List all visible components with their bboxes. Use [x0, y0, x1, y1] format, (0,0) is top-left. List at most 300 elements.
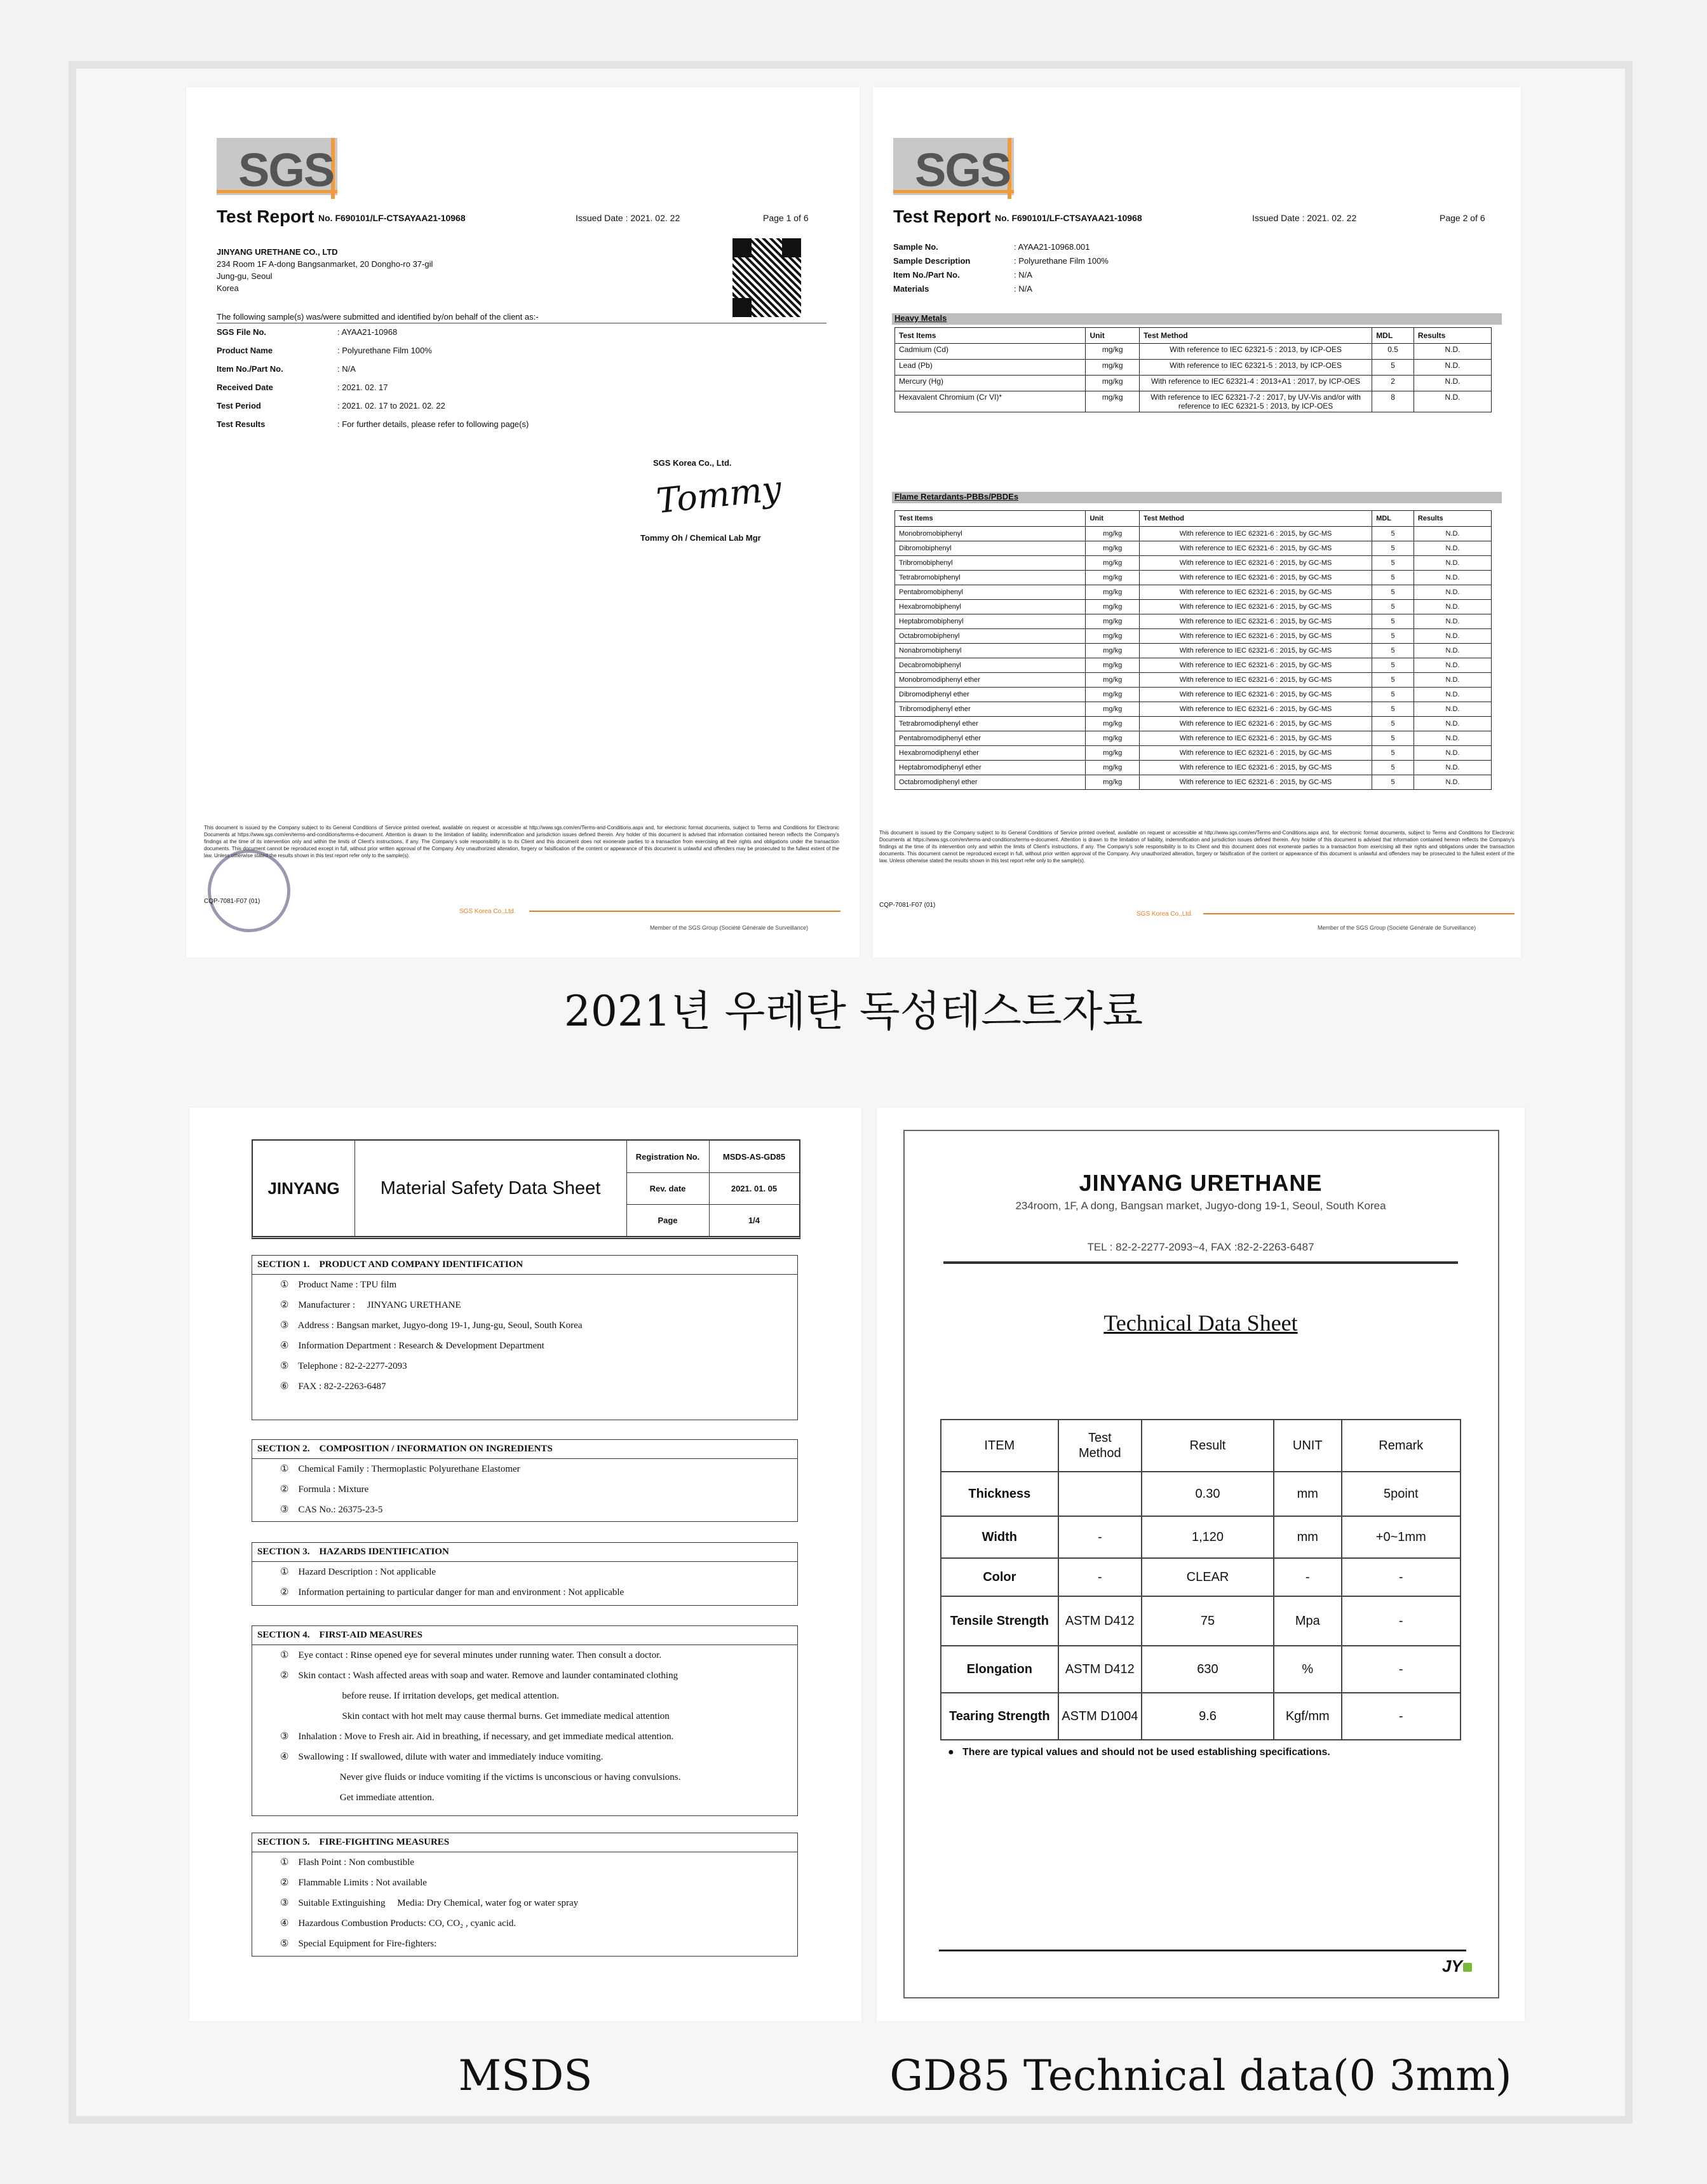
table-cell: With reference to IEC 62321-6 : 2015, by GC-MS: [1139, 746, 1372, 761]
table-cell: Mercury (Hg): [895, 376, 1086, 391]
table-cell: N.D.: [1414, 614, 1491, 629]
msds-section-line: ④ Swallowing : If swallowed, dilute with water and immediately induce vomiting.: [280, 1752, 604, 1762]
table-cell: N.D.: [1414, 673, 1491, 688]
msds-section-title: SECTION 1. PRODUCT AND COMPANY IDENTIFICATION: [252, 1256, 797, 1275]
flame-retardants-table: [894, 510, 1492, 790]
table-cell: 2: [1372, 376, 1414, 391]
table-cell: Octabromobiphenyl: [895, 629, 1086, 644]
column-header: Results: [1414, 328, 1491, 344]
msds-section: [252, 1439, 798, 1522]
table-row: [895, 344, 1492, 360]
msds-section-line: ① Product Name : TPU film: [280, 1280, 397, 1290]
msds-section-line: ③ Inhalation : Move to Fresh air. Aid in breathing, if necessary, and get immediate medical attention.: [280, 1732, 674, 1742]
msds-section: [252, 1625, 798, 1816]
msds-section: [252, 1542, 798, 1606]
column-header: ITEM: [941, 1420, 1058, 1472]
msds-section: [252, 1833, 798, 1957]
table-cell: Tensile Strength: [941, 1596, 1058, 1646]
msds-section-line: ① Eye contact : Rinse opened eye for several minutes under running water. Then consult a doctor.: [280, 1650, 662, 1660]
column-header: MDL: [1372, 328, 1414, 344]
sample-field: [893, 256, 1401, 269]
sgs-report-page-2: [873, 87, 1521, 958]
tds-page: [877, 1108, 1525, 2021]
table-cell: mg/kg: [1086, 644, 1140, 658]
sample-field: [893, 270, 1401, 283]
table-cell: N.D.: [1414, 731, 1491, 746]
field-label: Test Period: [217, 401, 261, 410]
table-cell: With reference to IEC 62321-6 : 2015, by GC-MS: [1139, 731, 1372, 746]
table-row: [941, 1693, 1461, 1740]
sgs-korea-label: SGS Korea Co., Ltd.: [653, 458, 732, 468]
table-row: [895, 571, 1492, 585]
table-cell: Decabromobiphenyl: [895, 658, 1086, 673]
table-cell: Dibromodiphenyl ether: [895, 688, 1086, 702]
table-cell: mg/kg: [1086, 600, 1140, 614]
field-value: : AYAA21-10968: [337, 327, 398, 337]
field-value: : Polyurethane Film 100%: [337, 346, 432, 355]
msds-section-line: ① Chemical Family : Thermoplastic Polyurethane Elastomer: [280, 1464, 520, 1474]
table-cell: Thickness: [941, 1472, 1058, 1516]
table-cell: With reference to IEC 62321-6 : 2015, by GC-MS: [1139, 600, 1372, 614]
table-cell: 9.6: [1142, 1693, 1274, 1740]
client-company: JINYANG URETHANE CO., LTD: [217, 247, 338, 257]
table-cell: N.D.: [1414, 344, 1491, 360]
table-cell: -: [1274, 1558, 1342, 1596]
msds-section-line: ⑥ FAX : 82-2-2263-6487: [280, 1381, 386, 1392]
table-cell: 5: [1372, 761, 1414, 775]
client-address-line: Jung-gu, Seoul: [217, 271, 273, 281]
table-cell: 5: [1372, 644, 1414, 658]
report-number: No. F690101/LF-CTSAYAA21-10968: [318, 213, 466, 223]
table-cell: 0.30: [1142, 1472, 1274, 1516]
client-address-line: 234 Room 1F A-dong Bangsanmarket, 20 Dongho-ro 37-gil: [217, 259, 433, 269]
footer-company: SGS Korea Co.,Ltd.: [1137, 911, 1193, 918]
table-row: [895, 775, 1492, 790]
table-cell: N.D.: [1414, 360, 1491, 376]
table-cell: Monobromodiphenyl ether: [895, 673, 1086, 688]
table-cell: ASTM D1004: [1058, 1693, 1142, 1740]
table-cell: mg/kg: [1086, 556, 1140, 571]
table-cell: -: [1342, 1596, 1461, 1646]
table-row: [895, 360, 1492, 376]
table-cell: Width: [941, 1516, 1058, 1558]
table-cell: mg/kg: [1086, 629, 1140, 644]
table-cell: 5: [1372, 585, 1414, 600]
table-cell: With reference to IEC 62321-6 : 2015, by GC-MS: [1139, 688, 1372, 702]
column-header: Results: [1414, 511, 1491, 527]
table-row: [941, 1516, 1461, 1558]
table-cell: mg/kg: [1086, 731, 1140, 746]
table-cell: mg/kg: [1086, 761, 1140, 775]
column-header: Test Items: [895, 511, 1086, 527]
flame-retardants-title: Flame Retardants-PBBs/PBDEs: [892, 492, 1502, 503]
table-cell: N.D.: [1414, 775, 1491, 790]
page-number: Page 2 of 6: [1440, 213, 1485, 223]
table-cell: mg/kg: [1086, 585, 1140, 600]
msds-section-line: ④ Hazardous Combustion Products: CO, CO₂ , cyanic acid.: [280, 1918, 516, 1929]
table-row: [895, 746, 1492, 761]
msds-section-line: ① Flash Point : Non combustible: [280, 1857, 414, 1868]
table-row: [895, 391, 1492, 412]
table-cell: With reference to IEC 62321-5 : 2013, by ICP-OES: [1139, 360, 1372, 376]
table-row: [895, 585, 1492, 600]
table-cell: ASTM D412: [1058, 1646, 1142, 1693]
table-cell: N.D.: [1414, 600, 1491, 614]
msds-section-title: SECTION 5. FIRE-FIGHTING MEASURES: [252, 1833, 797, 1852]
table-cell: 5: [1372, 702, 1414, 717]
msds-meta-value: 2021. 01. 05: [731, 1183, 778, 1193]
table-cell: mg/kg: [1086, 717, 1140, 731]
msds-section-line: ② Skin contact : Wash affected areas with soap and water. Remove and launder contaminated clothing: [280, 1671, 678, 1681]
msds-meta-label: Registration No.: [626, 1141, 710, 1172]
msds-meta-label: Page: [626, 1204, 710, 1236]
msds-section-line: ④ Information Department : Research & Development Department: [280, 1341, 544, 1351]
column-header: MDL: [1372, 511, 1414, 527]
table-cell: mg/kg: [1086, 775, 1140, 790]
table-cell: With reference to IEC 62321-6 : 2015, by GC-MS: [1139, 717, 1372, 731]
table-cell: N.D.: [1414, 746, 1491, 761]
table-cell: CLEAR: [1142, 1558, 1274, 1596]
table-cell: With reference to IEC 62321-6 : 2015, by GC-MS: [1139, 614, 1372, 629]
caption-technical-data: GD85 Technical data(0 3mm): [889, 2051, 1512, 2100]
table-cell: 5: [1372, 360, 1414, 376]
table-cell: [1058, 1472, 1142, 1516]
table-row: [895, 600, 1492, 614]
table-cell: With reference to IEC 62321-6 : 2015, by GC-MS: [1139, 761, 1372, 775]
table-cell: N.D.: [1414, 761, 1491, 775]
sgs-member: Member of the SGS Group (Société Générale de Surveillance): [650, 925, 809, 931]
table-cell: Monobromobiphenyl: [895, 527, 1086, 541]
table-cell: mg/kg: [1086, 376, 1140, 391]
column-header: UNIT: [1274, 1420, 1342, 1472]
msds-section-title: SECTION 3. HAZARDS IDENTIFICATION: [252, 1543, 797, 1562]
table-cell: 5: [1372, 673, 1414, 688]
table-row: [941, 1558, 1461, 1596]
table-cell: With reference to IEC 62321-4 : 2013+A1 : 2017, by ICP-OES: [1139, 376, 1372, 391]
table-cell: 1,120: [1142, 1516, 1274, 1558]
msds-section: [252, 1255, 798, 1420]
table-cell: -: [1342, 1693, 1461, 1740]
sample-field: [893, 242, 1401, 255]
tds-address: 234room, 1F, A dong, Bangsan market, Jugyo-dong 19-1, Seoul, South Korea: [1015, 1200, 1386, 1212]
tds-table: [940, 1419, 1461, 1740]
table-cell: With reference to IEC 62321-7-2 : 2017, by UV-Vis and/or with reference to IEC 62321-5 : 2013, by ICP-OES: [1139, 391, 1372, 412]
table-cell: N.D.: [1414, 717, 1491, 731]
table-cell: 5: [1372, 527, 1414, 541]
table-row: [941, 1472, 1461, 1516]
table-cell: 5point: [1342, 1472, 1461, 1516]
msds-section-line: ⑤ Telephone : 82-2-2277-2093: [280, 1361, 407, 1371]
table-cell: mg/kg: [1086, 360, 1140, 376]
msds-page: [189, 1108, 861, 2021]
table-row: [895, 761, 1492, 775]
msds-section-line: ② Flammable Limits : Not available: [280, 1878, 427, 1888]
table-cell: With reference to IEC 62321-6 : 2015, by GC-MS: [1139, 775, 1372, 790]
table-cell: N.D.: [1414, 556, 1491, 571]
table-cell: mg/kg: [1086, 614, 1140, 629]
table-cell: With reference to IEC 62321-6 : 2015, by GC-MS: [1139, 673, 1372, 688]
msds-section-line: ② Information pertaining to particular danger for man and environment : Not applicable: [280, 1587, 624, 1597]
table-cell: -: [1342, 1646, 1461, 1693]
table-cell: Tetrabromobiphenyl: [895, 571, 1086, 585]
table-cell: Pentabromobiphenyl: [895, 585, 1086, 600]
field-label: SGS File No.: [217, 327, 267, 337]
table-cell: N.D.: [1414, 644, 1491, 658]
table-cell: Hexavalent Chromium (Cr VI)*: [895, 391, 1086, 412]
msds-section-title: SECTION 4. FIRST-AID MEASURES: [252, 1626, 797, 1645]
table-cell: mg/kg: [1086, 673, 1140, 688]
msds-section-title: SECTION 2. COMPOSITION / INFORMATION ON INGREDIENTS: [252, 1440, 797, 1459]
msds-meta-row: [626, 1204, 799, 1236]
table-cell: Color: [941, 1558, 1058, 1596]
msds-meta-row: [626, 1141, 799, 1173]
table-cell: 5: [1372, 731, 1414, 746]
signature: Tommy: [654, 468, 784, 522]
table-cell: Tearing Strength: [941, 1693, 1058, 1740]
table-cell: N.D.: [1414, 585, 1491, 600]
column-header: Result: [1142, 1420, 1274, 1472]
table-cell: 5: [1372, 556, 1414, 571]
issued-date: Issued Date : 2021. 02. 22: [576, 213, 680, 223]
tds-contact: TEL : 82-2-2277-2093~4, FAX :82-2-2263-6487: [1087, 1241, 1314, 1253]
field-label: Materials: [893, 284, 929, 294]
disclaimer: This document is issued by the Company subject to its General Conditions of Service printed overleaf, available on request or accessible at http://www.sgs.com/en/Terms-and-Conditions.aspx and, for electronic format documents, subject to Terms and Conditions for Electronic Documents at https://www.sgs.com/en/terms-and-conditions/terms-e-document. Attention is drawn to the limitation of liability, indemnification and jurisdiction issues defined therein. Any holder of this document is advised that information contained hereon reflects the Company's findings at the time of its intervention only and within the limits of Client's instructions, if any. The Company's sole responsibility is to its Client and this document does not exonerate parties to a transaction from exercising all their rights and obligations under the transaction documents. This document cannot be reproduced except in full, without prior written approval of the Company. Any unauthorized alteration, forgery or falsification of the content or appearance of this document is unlawful and offenders may be prosecuted to the fullest extent of the law. Unless otherwise stated the results shown in this test report refer only to the sample(s).: [204, 825, 839, 858]
table-cell: mm: [1274, 1472, 1342, 1516]
table-cell: mg/kg: [1086, 344, 1140, 360]
msds-section-line: ② Manufacturer : JINYANG URETHANE: [280, 1300, 461, 1310]
sample-field: [217, 419, 725, 432]
table-cell: Tribromobiphenyl: [895, 556, 1086, 571]
table-cell: With reference to IEC 62321-6 : 2015, by GC-MS: [1139, 541, 1372, 556]
tds-title: Technical Data Sheet: [1103, 1310, 1298, 1336]
table-cell: Cadmium (Cd): [895, 344, 1086, 360]
column-header: Test Method: [1139, 328, 1372, 344]
disclaimer: This document is issued by the Company subject to its General Conditions of Service printed overleaf, available on request or accessible at http://www.sgs.com/en/Terms-and-Conditions.aspx and, for electronic format documents, subject to Terms and Conditions for Electronic Documents at https://www.sgs.com/en/terms-and-conditions/terms-e-document. Attention is drawn to the limitation of liability, indemnification and jurisdiction issues defined therein. Any holder of this document is advised that information contained hereon reflects the Company's findings at the time of its intervention only and within the limits of Client's instructions, if any. The Company's sole responsibility is to its Client and this document does not exonerate parties to a transaction from exercising all their rights and obligations under the transaction documents. This document cannot be reproduced except in full, without prior written approval of the Company. Any unauthorized alteration, forgery or falsification of the content or appearance of this document is unlawful and offenders may be prosecuted to the fullest extent of the law. Unless otherwise stated the results shown in this test report refer only to the sample(s).: [879, 830, 1515, 864]
table-cell: Mpa: [1274, 1596, 1342, 1646]
sgs-member: Member of the SGS Group (Société Générale de Surveillance): [1318, 925, 1476, 931]
table-cell: 5: [1372, 600, 1414, 614]
table-row: [895, 702, 1492, 717]
field-value: : AYAA21-10968.001: [1014, 242, 1090, 252]
table-cell: Tetrabromodiphenyl ether: [895, 717, 1086, 731]
msds-section-line: Skin contact with hot melt may cause thermal burns. Get immediate medical attention: [280, 1711, 670, 1721]
table-cell: Nonabromobiphenyl: [895, 644, 1086, 658]
msds-section-line: ③ CAS No.: 26375-23-5: [280, 1505, 383, 1515]
table-row: [895, 527, 1492, 541]
report-title: Test Report: [893, 207, 991, 226]
table-cell: Dibromobiphenyl: [895, 541, 1086, 556]
table-cell: With reference to IEC 62321-6 : 2015, by GC-MS: [1139, 527, 1372, 541]
table-cell: 0.5: [1372, 344, 1414, 360]
table-cell: 630: [1142, 1646, 1274, 1693]
table-cell: N.D.: [1414, 376, 1491, 391]
table-row: [895, 688, 1492, 702]
table-cell: -: [1342, 1558, 1461, 1596]
table-cell: 5: [1372, 629, 1414, 644]
table-cell: N.D.: [1414, 391, 1491, 412]
table-row: [895, 614, 1492, 629]
report-title: Test Report: [217, 207, 314, 226]
table-cell: N.D.: [1414, 688, 1491, 702]
table-cell: 5: [1372, 775, 1414, 790]
caption-msds: MSDS: [458, 2051, 593, 2100]
table-cell: mm: [1274, 1516, 1342, 1558]
table-row: [895, 376, 1492, 391]
msds-header: [252, 1139, 800, 1239]
table-cell: Octabromodiphenyl ether: [895, 775, 1086, 790]
table-row: [895, 541, 1492, 556]
msds-section-line: ⑤ Special Equipment for Fire-fighters:: [280, 1939, 437, 1949]
msds-section-line: Never give fluids or induce vomiting if the victims is unconscious or having convulsions.: [280, 1772, 681, 1782]
table-cell: 5: [1372, 688, 1414, 702]
table-row: [941, 1596, 1461, 1646]
table-cell: 5: [1372, 717, 1414, 731]
table-row: [895, 556, 1492, 571]
table-row: [895, 644, 1492, 658]
table-cell: Pentabromodiphenyl ether: [895, 731, 1086, 746]
table-cell: With reference to IEC 62321-6 : 2015, by GC-MS: [1139, 658, 1372, 673]
msds-section-line: ① Hazard Description : Not applicable: [280, 1567, 436, 1577]
table-cell: %: [1274, 1646, 1342, 1693]
table-cell: Elongation: [941, 1646, 1058, 1693]
msds-section-line: ③ Address : Bangsan market, Jugyo-dong 19-1, Jung-gu, Seoul, South Korea: [280, 1320, 583, 1331]
table-cell: +0~1mm: [1342, 1516, 1461, 1558]
report-number: No. F690101/LF-CTSAYAA21-10968: [995, 213, 1142, 223]
table-cell: mg/kg: [1086, 541, 1140, 556]
table-cell: N.D.: [1414, 527, 1491, 541]
table-cell: mg/kg: [1086, 688, 1140, 702]
tds-company: JINYANG URETHANE: [1079, 1170, 1323, 1196]
msds-meta-row: [626, 1172, 799, 1205]
heavy-metals-table: [894, 327, 1492, 412]
msds-section-line: ② Formula : Mixture: [280, 1484, 369, 1495]
tds-note: ● There are typical values and should not be used establishing specifications.: [948, 1747, 1330, 1758]
table-header-row: [895, 328, 1492, 344]
sample-field: [893, 284, 1401, 297]
table-cell: mg/kg: [1086, 391, 1140, 412]
msds-brand: JINYANG: [253, 1141, 355, 1236]
page-number: Page 1 of 6: [763, 213, 809, 223]
table-cell: N.D.: [1414, 702, 1491, 717]
caption-toxicity-tests: 2021년 우레탄 독성테스트자료: [563, 987, 1144, 1036]
table-cell: 5: [1372, 658, 1414, 673]
table-row: [895, 717, 1492, 731]
table-cell: With reference to IEC 62321-6 : 2015, by GC-MS: [1139, 585, 1372, 600]
jy-logo: JY: [1442, 1957, 1472, 1976]
table-cell: 8: [1372, 391, 1414, 412]
qr-code: [732, 238, 801, 317]
sgs-stamp: [208, 850, 290, 932]
msds-section-line: Get immediate attention.: [280, 1793, 435, 1803]
table-cell: Hexabromobiphenyl: [895, 600, 1086, 614]
sgs-report-page-1: [186, 87, 860, 958]
heavy-metals-title: Heavy Metals: [892, 313, 1502, 325]
table-cell: Heptabromobiphenyl: [895, 614, 1086, 629]
table-row: [895, 629, 1492, 644]
field-value: : N/A: [1014, 284, 1032, 294]
field-label: Received Date: [217, 383, 273, 392]
msds-title: Material Safety Data Sheet: [354, 1141, 627, 1236]
field-value: : For further details, please refer to following page(s): [337, 419, 529, 429]
table-row: [895, 658, 1492, 673]
table-cell: 5: [1372, 614, 1414, 629]
table-cell: 75: [1142, 1596, 1274, 1646]
table-cell: N.D.: [1414, 629, 1491, 644]
field-label: Test Results: [217, 419, 266, 429]
table-cell: Heptabromodiphenyl ether: [895, 761, 1086, 775]
table-cell: N.D.: [1414, 571, 1491, 585]
field-value: : 2021. 02. 17 to 2021. 02. 22: [337, 401, 445, 410]
bullet-icon: ●: [948, 1747, 962, 1758]
column-header: Unit: [1086, 511, 1140, 527]
msds-meta-value: 1/4: [748, 1215, 760, 1225]
table-cell: -: [1058, 1558, 1142, 1596]
sample-field: [217, 401, 725, 414]
table-cell: With reference to IEC 62321-6 : 2015, by GC-MS: [1139, 556, 1372, 571]
issued-date: Issued Date : 2021. 02. 22: [1252, 213, 1357, 223]
table-row: [895, 673, 1492, 688]
field-label: Item No./Part No.: [217, 364, 283, 374]
table-cell: N.D.: [1414, 658, 1491, 673]
footer-code: CQP-7081-F07 (01): [879, 902, 936, 909]
table-cell: mg/kg: [1086, 527, 1140, 541]
footer-code: CQP-7081-F07 (01): [204, 898, 260, 905]
table-header-row: [941, 1420, 1461, 1472]
table-cell: With reference to IEC 62321-5 : 2013, by ICP-OES: [1139, 344, 1372, 360]
table-cell: mg/kg: [1086, 746, 1140, 761]
field-label: Sample Description: [893, 256, 971, 266]
column-header: Remark: [1342, 1420, 1461, 1472]
table-cell: Kgf/mm: [1274, 1693, 1342, 1740]
sgs-logo: SGS: [893, 138, 1014, 195]
table-cell: mg/kg: [1086, 658, 1140, 673]
column-header: Test Method: [1058, 1420, 1142, 1472]
field-label: Product Name: [217, 346, 273, 355]
msds-meta-value: MSDS-AS-GD85: [722, 1151, 786, 1162]
table-row: [941, 1646, 1461, 1693]
table-cell: 5: [1372, 571, 1414, 585]
table-row: [895, 731, 1492, 746]
sgs-logo: SGS: [217, 138, 337, 195]
sample-field: [217, 346, 725, 358]
table-cell: With reference to IEC 62321-6 : 2015, by GC-MS: [1139, 629, 1372, 644]
column-header: Unit: [1086, 328, 1140, 344]
msds-meta-label: Rev. date: [626, 1172, 710, 1204]
sample-field: [217, 383, 725, 395]
table-cell: 5: [1372, 541, 1414, 556]
table-cell: With reference to IEC 62321-6 : 2015, by GC-MS: [1139, 644, 1372, 658]
msds-section-line: before reuse. If irritation develops, get medical attention.: [280, 1691, 560, 1701]
table-cell: mg/kg: [1086, 702, 1140, 717]
msds-section-line: ③ Suitable Extinguishing Media: Dry Chemical, water fog or water spray: [280, 1898, 579, 1908]
table-cell: Lead (Pb): [895, 360, 1086, 376]
table-cell: With reference to IEC 62321-6 : 2015, by GC-MS: [1139, 702, 1372, 717]
table-cell: Tribromodiphenyl ether: [895, 702, 1086, 717]
table-cell: -: [1058, 1516, 1142, 1558]
sample-field: [217, 327, 725, 340]
sample-field: [217, 364, 725, 377]
intro-text: The following sample(s) was/were submitted and identified by/on behalf of the client as:-: [217, 311, 827, 323]
footer-company: SGS Korea Co.,Ltd.: [459, 908, 516, 915]
table-cell: ASTM D412: [1058, 1596, 1142, 1646]
field-value: : Polyurethane Film 100%: [1014, 256, 1109, 266]
signer: Tommy Oh / Chemical Lab Mgr: [640, 533, 761, 543]
column-header: Test Items: [895, 328, 1086, 344]
column-header: Test Method: [1139, 511, 1372, 527]
table-cell: Hexabromodiphenyl ether: [895, 746, 1086, 761]
field-label: Item No./Part No.: [893, 270, 960, 280]
table-cell: With reference to IEC 62321-6 : 2015, by GC-MS: [1139, 571, 1372, 585]
